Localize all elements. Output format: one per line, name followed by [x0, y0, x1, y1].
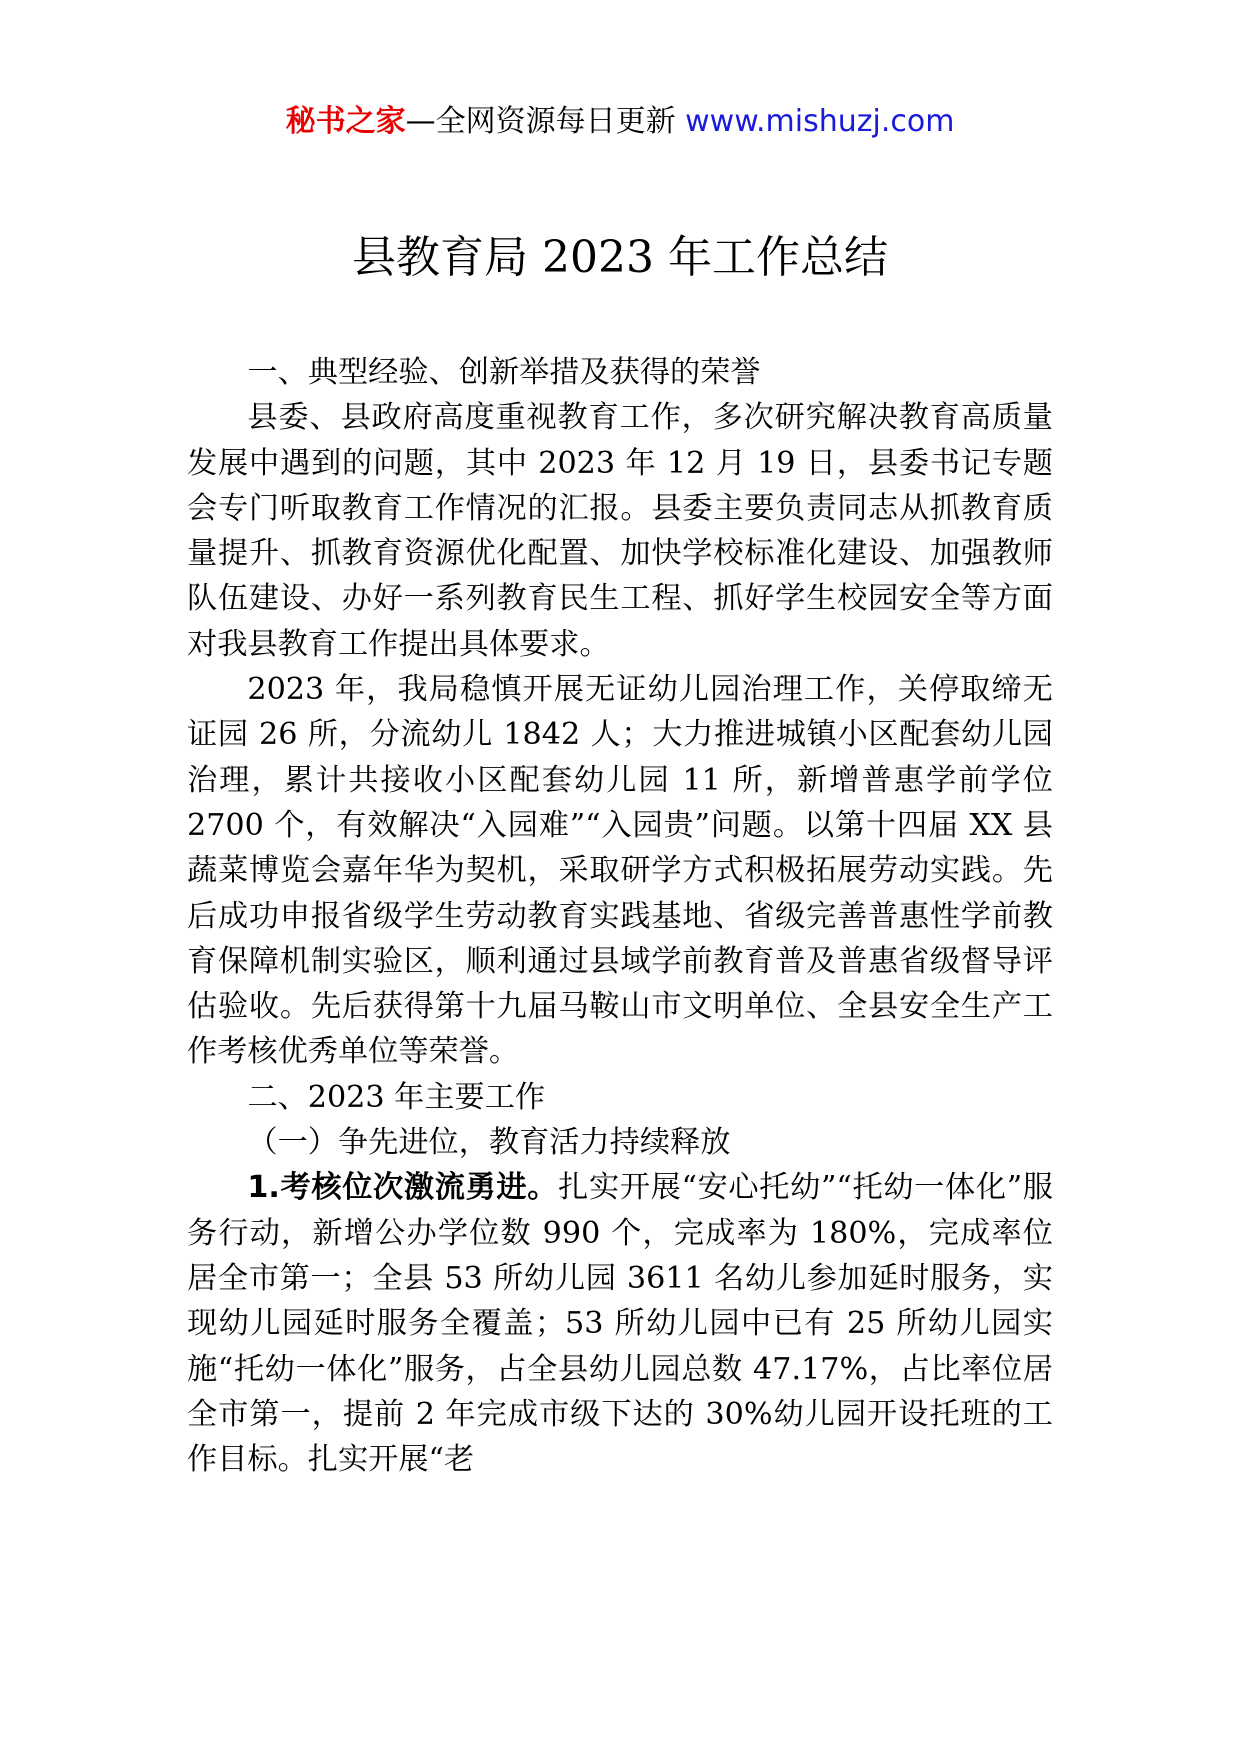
site-url-link[interactable]: www.mishuzj.com: [685, 104, 955, 139]
document-body: [187, 350, 1053, 1482]
paragraph-3: [187, 1165, 1053, 1482]
paragraph-2: 2023 年，我局稳慎开展无证幼儿园治理工作，关停取缔无证园 26 所，分流幼儿 1842 人；大力推进城镇小区配套幼儿园治理，累计共接收小区配套幼儿园 11 所，新增普惠学前学位 2700 个，有效解决“入园难”“入园贵”问题。以第十四届 XX 县蔬菜博览会嘉年华为契机，采取研学方式积极拓展劳动实践。先后成功申报省级学生劳动教育实践基地、省级完善普惠性学前教育保障机制实验区，顺利通过县域学前教育普及普惠省级督导评估验收。先后获得第十九届马鞍山市文明单位、全县安全生产工作考核优秀单位等荣誉。: [187, 672, 1053, 1070]
site-brand: 秘书之家: [285, 104, 406, 139]
document-title: 县教育局 2023 年工作总结: [352, 232, 888, 283]
subsection-heading-1: （一）争先进位，教育活力持续释放: [247, 1125, 731, 1161]
section-heading-2: 二、2023 年主要工作: [247, 1079, 546, 1115]
paragraph-1: 县委、县政府高度重视教育工作，多次研究解决教育高质量发展中遇到的问题，其中 2023 年 12 月 19 日，县委书记专题会专门听取教育工作情况的汇报。县委主要负责同志从抓教育质量提升、抓教育资源优化配置、加快学校标准化建设、加强教师队伍建设、办好一系列教育民生工程、抓好学生校园安全等方面对我县教育工作提出具体要求。: [187, 400, 1053, 662]
paragraph-3-text: 扎实开展“安心托幼”“托幼一体化”服务行动，新增公办学位数 990 个，完成率为 180%，完成率位居全市第一；全县 53 所幼儿园 3611 名幼儿参加延时服务，实现幼儿园延时服务全覆盖；53 所幼儿园中已有 25 所幼儿园实施“托幼一体化”服务，占全县幼儿园总数 47.17%，占比率位居全市第一，提前 2 年完成市级下达的 30%幼儿园开设托班的工作目标。扎实开展“老: [187, 1170, 1053, 1478]
paragraph-3-lead: 1.考核位次激流勇进。: [247, 1170, 559, 1206]
site-header: [0, 100, 1240, 144]
section-heading-1: 一、典型经验、创新举措及获得的荣誉: [247, 355, 761, 390]
site-tagline: —全网资源每日更新: [405, 104, 686, 139]
